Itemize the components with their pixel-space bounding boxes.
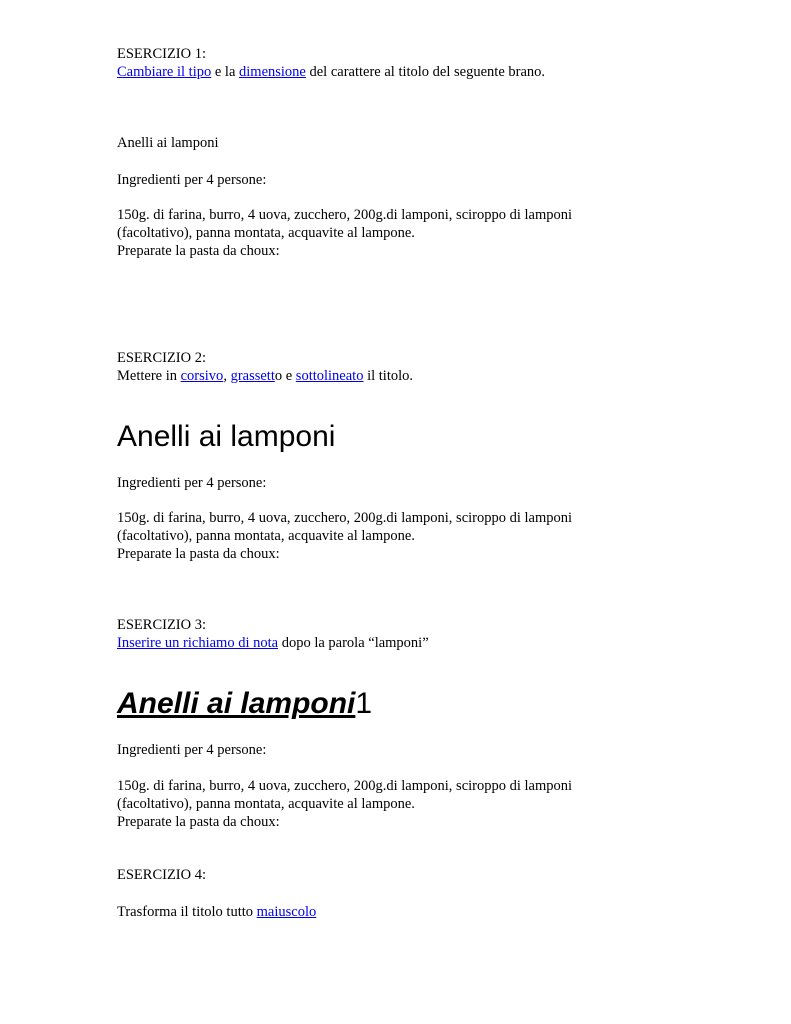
instruction-text: Mettere in [117, 368, 181, 384]
footnote-reference[interactable]: 1 [355, 687, 373, 720]
instruction-text: del carattere al titolo del seguente brano. [305, 64, 546, 80]
exercise-3-instruction [117, 634, 429, 652]
instruction-text: , [223, 368, 231, 384]
recipe-3-title: Anelli ai lamponi [117, 687, 356, 720]
recipe-3-ingredients-line: (facoltativo), panna montata, acquavite al lampone. [117, 796, 415, 812]
instruction-text: Trasforma il titolo tutto [117, 904, 257, 920]
recipe-3-ingredients-line: 150g. di farina, burro, 4 uova, zucchero, 200g.di lamponi, sciroppo di lamponi [117, 778, 573, 794]
exercise-2-heading: ESERCIZIO 2: [117, 350, 207, 366]
exercise-4-instruction [117, 903, 316, 921]
link-dimensione[interactable]: dimensione [239, 64, 306, 80]
exercise-3-heading: ESERCIZIO 3: [117, 617, 207, 633]
exercise-1-heading: ESERCIZIO 1: [117, 46, 207, 62]
exercise-2-instruction [117, 367, 413, 385]
recipe-1-ingredients-line: (facoltativo), panna montata, acquavite al lampone. [117, 225, 415, 241]
recipe-3-preparation: Preparate la pasta da choux: [117, 814, 280, 830]
recipe-1-ingredients-label: Ingredienti per 4 persone: [117, 172, 267, 188]
link-sottolineato[interactable]: sottolineato [295, 368, 364, 384]
recipe-2-ingredients-line: (facoltativo), panna montata, acquavite al lampone. [117, 528, 415, 544]
recipe-2-preparation: Preparate la pasta da choux: [117, 546, 280, 562]
link-cambiare-il-tipo[interactable]: Cambiare il tipo [117, 64, 212, 80]
recipe-2-ingredients-line: 150g. di farina, burro, 4 uova, zucchero, 200g.di lamponi, sciroppo di lamponi [117, 510, 573, 526]
link-maiuscolo[interactable]: maiuscolo [256, 904, 317, 920]
exercise-4-heading: ESERCIZIO 4: [117, 867, 207, 883]
link-grassetto[interactable]: grassett [230, 368, 275, 384]
recipe-3-title-row [117, 686, 372, 722]
exercise-1-instruction [117, 63, 545, 81]
instruction-text: e la [211, 64, 240, 80]
recipe-1-preparation: Preparate la pasta da choux: [117, 243, 280, 259]
recipe-3-ingredients-label: Ingredienti per 4 persone: [117, 742, 267, 758]
link-corsivo[interactable]: corsivo [180, 368, 224, 384]
link-inserire-richiamo-nota[interactable]: Inserire un richiamo di nota [117, 635, 279, 651]
recipe-1-ingredients-line: 150g. di farina, burro, 4 uova, zucchero, 200g.di lamponi, sciroppo di lamponi [117, 207, 573, 223]
recipe-1-title: Anelli ai lamponi [117, 135, 219, 151]
recipe-2-ingredients-label: Ingredienti per 4 persone: [117, 475, 267, 491]
instruction-text: il titolo. [363, 368, 414, 384]
instruction-text: o e [274, 368, 296, 384]
instruction-text: dopo la parola “lamponi” [278, 635, 429, 651]
recipe-2-title: Anelli ai lamponi [117, 420, 336, 453]
